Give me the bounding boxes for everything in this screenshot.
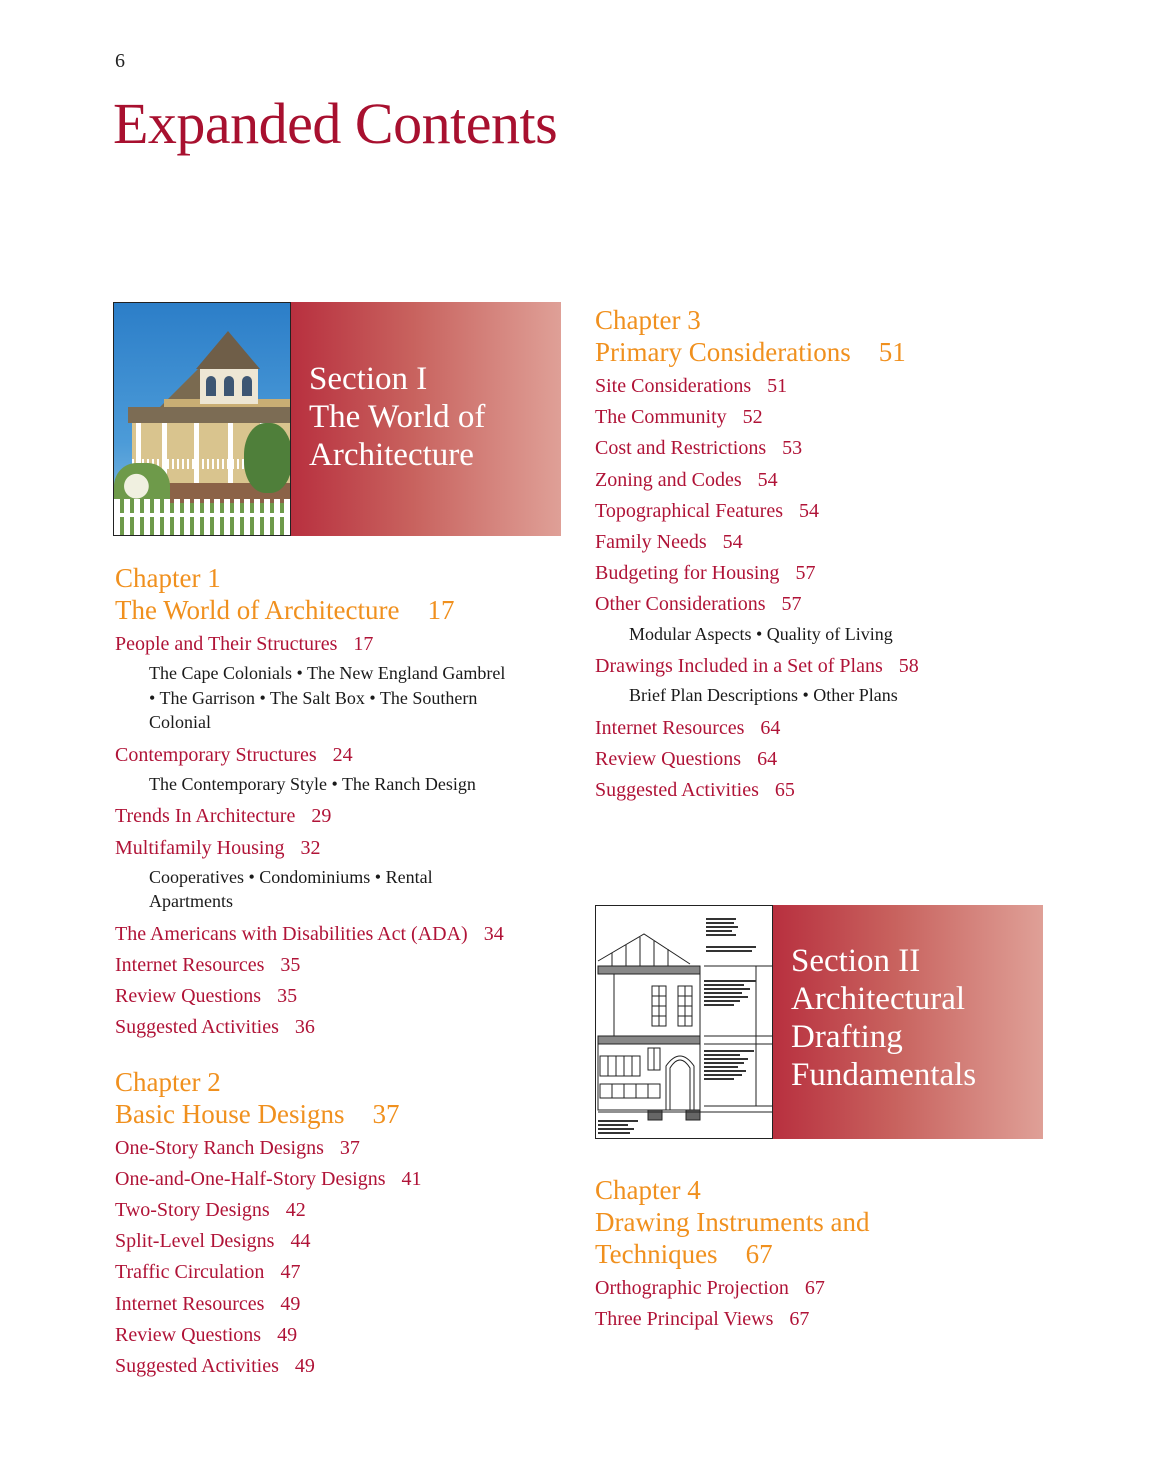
toc-entry[interactable]: Suggested Activities 65 <box>595 779 795 802</box>
section-2-title <box>773 905 1043 1139</box>
chapter-title: Basic House Designs <box>115 1098 345 1129</box>
toc-entry[interactable]: Orthographic Projection 67 <box>595 1277 825 1299</box>
victorian-house-photo <box>113 302 291 536</box>
toc-subtopics: The Cape Colonials • The New England Gambrel • The Garrison • The Salt Box • The Southern Colonial <box>149 663 506 733</box>
toc-entry[interactable]: Zoning and Codes 54 <box>595 468 778 491</box>
toc-entry[interactable]: The Americans with Disabilities Act (ADA) 34 <box>115 922 504 945</box>
chapter-heading[interactable] <box>595 1174 1035 1270</box>
chapter-label: Chapter 2 <box>115 1066 221 1097</box>
section-title-line: Architectural <box>791 981 966 1017</box>
chapter-label: Chapter 4 <box>595 1175 701 1205</box>
toc-entry[interactable]: Other Considerations 57 <box>595 593 802 616</box>
chapter-label: Chapter 3 <box>595 305 701 335</box>
toc-entry[interactable]: One-and-One-Half-Story Designs 41 <box>115 1167 422 1190</box>
toc-entry[interactable]: Split-Level Designs 44 <box>115 1230 311 1253</box>
toc-entry[interactable]: Suggested Activities 49 <box>115 1355 315 1378</box>
toc-entry[interactable]: Family Needs 54 <box>595 531 743 554</box>
toc-entry[interactable]: Traffic Circulation 47 <box>115 1261 301 1284</box>
toc-entry[interactable]: Trends In Architecture 29 <box>115 805 332 828</box>
section-title-line: Drafting <box>791 1019 903 1055</box>
toc-entry[interactable]: Review Questions 64 <box>595 748 778 771</box>
toc-entry[interactable]: Internet Resources 35 <box>115 954 301 977</box>
chapter-3 <box>595 304 1035 806</box>
toc-entry[interactable]: The Community 52 <box>595 406 763 429</box>
chapter-1 <box>115 562 555 1044</box>
chapter-title: Primary Considerations <box>595 337 851 367</box>
section-1-banner <box>113 302 561 536</box>
section-title-line: Fundamentals <box>791 1057 977 1093</box>
toc-entry[interactable]: Site Considerations 51 <box>595 375 788 397</box>
toc-entry[interactable]: Internet Resources 64 <box>595 716 781 739</box>
chapter-page: 17 <box>427 595 455 625</box>
toc-entry[interactable]: People and Their Structures 17 <box>115 633 374 655</box>
chapter-title: Drawing Instruments and <box>595 1207 870 1237</box>
chapter-page: 37 <box>372 1098 400 1129</box>
toc-subtopics: Modular Aspects • Quality of Living <box>629 623 893 644</box>
toc-column-left <box>115 562 555 1404</box>
toc-entry[interactable]: Multifamily Housing 32 <box>115 836 321 859</box>
toc-column-right-top <box>595 304 1035 828</box>
toc-entry[interactable]: Two-Story Designs 42 <box>115 1199 306 1222</box>
chapter-4 <box>595 1174 1035 1335</box>
page-number: 6 <box>115 50 125 72</box>
chapter-label: Chapter 1 <box>115 563 221 593</box>
toc-entry[interactable]: Three Principal Views 67 <box>595 1308 810 1331</box>
toc-entry[interactable]: Budgeting for Housing 57 <box>595 562 816 585</box>
section-label: Section II <box>791 943 921 979</box>
chapter-title: Techniques <box>595 1239 718 1269</box>
toc-entry[interactable]: One-Story Ranch Designs 37 <box>115 1136 360 1159</box>
toc-entry[interactable]: Contemporary Structures 24 <box>115 743 353 766</box>
toc-entry[interactable]: Internet Resources 49 <box>115 1292 301 1315</box>
chapter-heading[interactable] <box>595 304 1035 368</box>
toc-entry[interactable]: Drawings Included in a Set of Plans 58 <box>595 655 919 678</box>
section-label: Section I <box>309 361 428 397</box>
section-2-banner <box>595 905 1043 1139</box>
section-title-line: Architecture <box>309 437 474 473</box>
toc-subtopics: Brief Plan Descriptions • Other Plans <box>629 685 898 706</box>
toc-column-right-bottom <box>595 1174 1035 1357</box>
toc-subtopics: Cooperatives • Condominiums • Rental Apartments <box>149 866 433 912</box>
chapter-page: 67 <box>745 1239 773 1269</box>
toc-entry[interactable]: Topographical Features 54 <box>595 499 819 522</box>
architectural-elevation-drawing <box>595 905 773 1139</box>
toc-subtopics: The Contemporary Style • The Ranch Design <box>149 773 476 794</box>
chapter-title: The World of Architecture <box>115 595 400 625</box>
toc-entry[interactable]: Review Questions 35 <box>115 985 298 1008</box>
toc-entry[interactable]: Review Questions 49 <box>115 1323 298 1346</box>
chapter-heading[interactable] <box>115 562 555 626</box>
section-1-title <box>291 302 561 536</box>
chapter-heading[interactable] <box>115 1066 555 1130</box>
section-title-line: The World of <box>309 399 486 435</box>
chapter-2 <box>115 1066 555 1383</box>
page-title: Expanded Contents <box>113 91 558 156</box>
toc-entry[interactable]: Cost and Restrictions 53 <box>595 437 803 460</box>
toc-entry[interactable]: Suggested Activities 36 <box>115 1016 315 1039</box>
chapter-page: 51 <box>878 337 906 367</box>
